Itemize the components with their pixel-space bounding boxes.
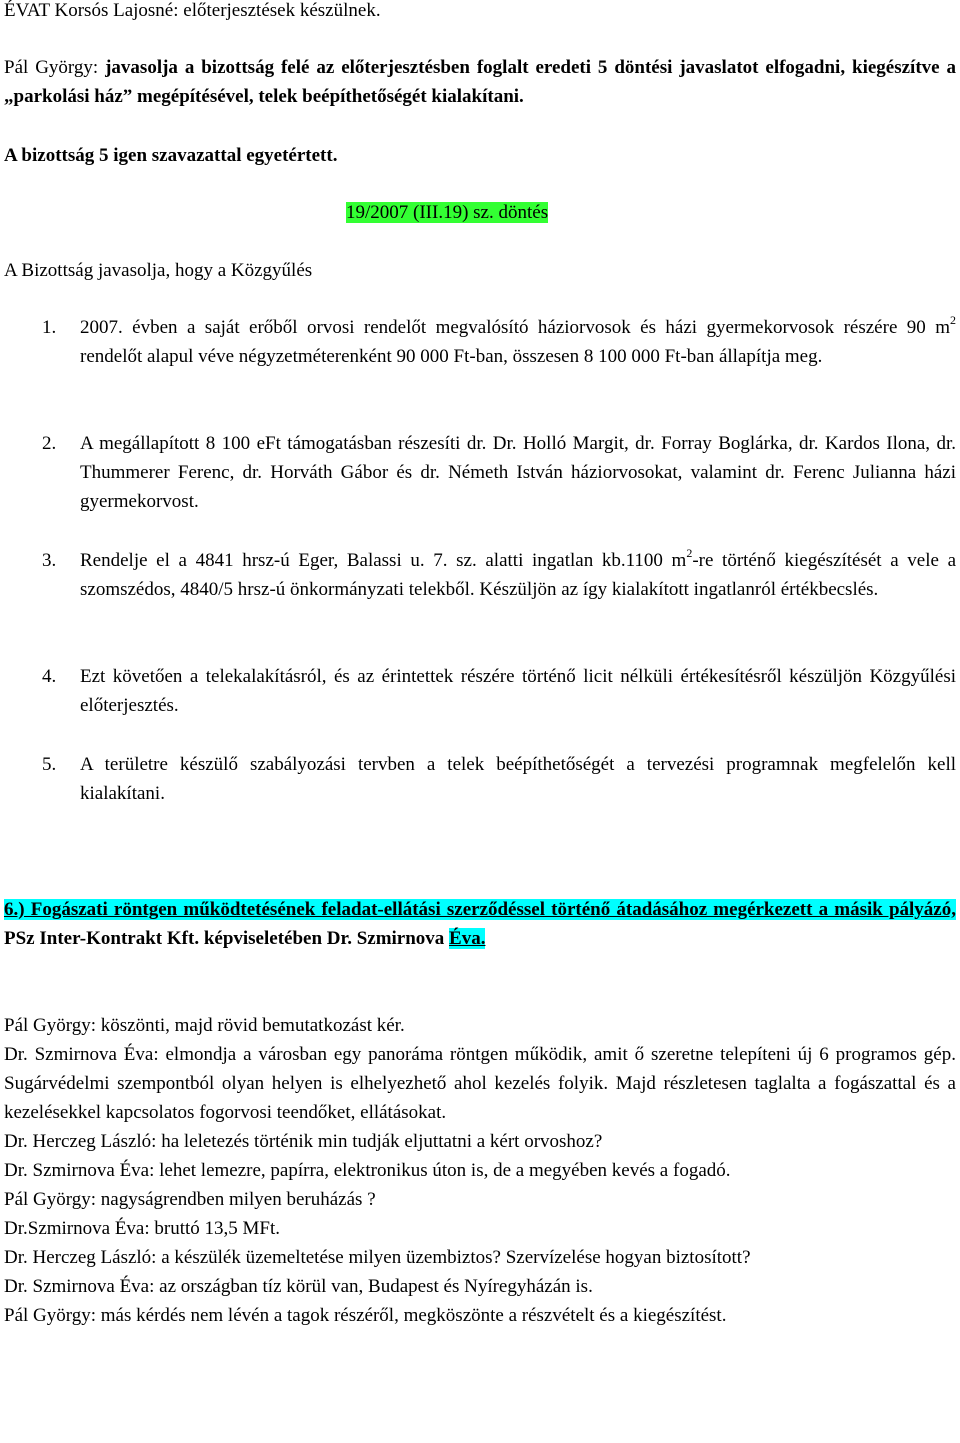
proposal-paragraph [4,53,956,111]
decision-item-3: 3. Rendelje el a 4841 hrsz-ú Eger, Balassi u. 7. sz. alatti ingatlan kb.1100 $m^2-re$ történő kiegészítését a vele a szomszédos, 4840/5 hrsz-ú önkormányzati telekből. Készüljön az így kialakított ingatlanról értékbecslés. [42,545,956,600]
dialogue-line: Dr. Szmirnova Éva: elmondja a városban egy panoráma röntgen működik, amit ő szeretne telepíteni új 6 programos gép. Sugárvédelmi szempontból olyan helyen is elhelyezhető ahol kezelés folyik. Majd részletesen taglalta a fogászattal és a kezelésekkel kapcsolatos fogorvosi teendőket, ellátásokat. [4,1044,956,1123]
item-number: 4. [42,666,57,687]
decision-item-1: 1. 2007. évben a saját erőből orvosi rendelőt megvalósító háziorvosok és házi gyermekorvosok részére 90 $m^2$ rendelőt alapul véve négyzetméterenként 90 000 Ft-ban, összesen 8 100 000 Ft-ban állapítja meg. [42,312,956,367]
dialogue-line: Dr.Szmirnova Éva: bruttó 13,5 MFt. [4,1218,281,1239]
proposal-text: javasolja a bizottság felé az előterjesztésben foglalt eredeti 5 döntési javaslatot elfogadni, kiegészítve a „parkolási ház” megépítésével, telek beépíthetőségét kialakítani. [4,57,956,107]
dialogue-line: Dr. Herczeg László: a készülék üzemeltetése milyen üzembiztos? Szervízelése hogyan biztosított? [4,1247,751,1268]
dialogue [4,1011,956,1330]
item-number: 1. [42,317,57,338]
dialogue-line: Pál György: nagyságrendben milyen beruházás ? [4,1189,376,1210]
dialogue-line: Pál György: köszönti, majd rövid bemutatkozást kér. [4,1015,405,1036]
dialogue-line: Pál György: más kérdés nem lévén a tagok részéről, megköszönte a részvételt és a kiegészítést. [4,1305,727,1326]
dialogue-line: Dr. Szmirnova Éva: lehet lemezre, papírra, elektronikus úton is, de a megyében kevés a fogadó. [4,1160,731,1181]
decision-item-4: 4. Ezt követően a telekalakításról, és az érintettek részére történő licit nélküli értékesítésről készüljön Közgyűlési előterjesztés. [80,662,956,720]
item-number: 3. [42,550,57,571]
decision-number: 19/2007 (III.19) sz. döntés [346,202,549,223]
dialogue-line: Dr. Szmirnova Éva: az országban tíz körül van, Budapest és Nyíregyházán is. [4,1276,593,1297]
decision-lead: A Bizottság javasolja, hogy a Közgyűlés [4,260,313,281]
vote-result: A bizottság 5 igen szavazattal egyetértett. [4,145,338,166]
intro-line: ÉVAT Korsós Lajosné: előterjesztések készülnek. [4,0,381,21]
item-number: 5. [42,754,57,775]
item-number: 2. [42,433,57,454]
dialogue-line: Dr. Herczeg László: ha leletezés történik min tudják eljuttatni a kért orvoshoz? [4,1131,603,1152]
decision-item-2: 2. A megállapított 8 100 eFt támogatásban részesíti dr. Dr. Holló Margit, dr. Forray Boglárka, dr. Kardos Ilona, dr. Thummerer Ferenc, dr. Horváth Gábor és dr. Németh István háziorvosokat, valamint dr. Ferenc Julianna házi gyermekorvost. [80,429,956,516]
section-6-heading: 6.) Fogászati röntgen működtetésének feladat-ellátási szerződéssel történő átadásához megérkezett a másik pályázó, PSz Inter-Kontrakt Kft. képviseletében Dr. Szmirnova Éva. [4,899,956,949]
decision-item-5: 5. A területre készülő szabályozási tervben a telek beépíthetőségét a tervezési programnak megfelelőn kell kialakítani. [80,750,956,808]
speaker-name: Pál György: [4,57,106,78]
